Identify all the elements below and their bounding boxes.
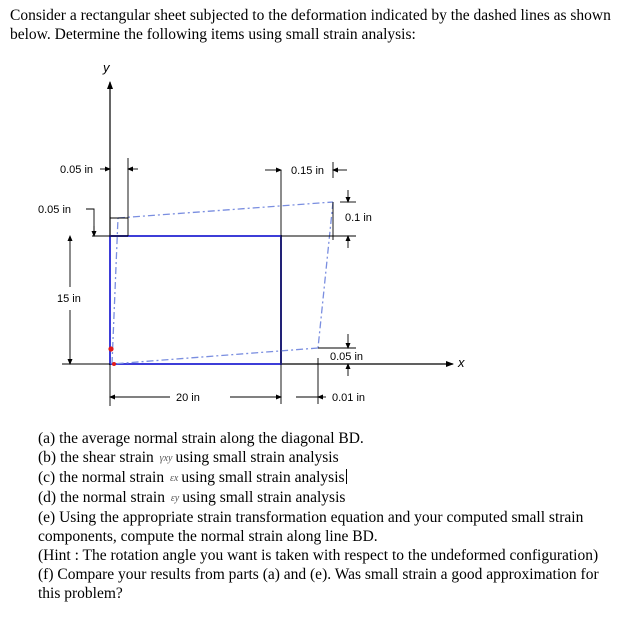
corner-point (108, 346, 113, 351)
figure-svg (0, 52, 625, 422)
question-d-tail: using small strain analysis (182, 489, 346, 506)
dim-top-left-horizontal: 0.05 in (60, 164, 94, 176)
dim-top-right-horizontal: 0.15 in (291, 165, 325, 177)
deformed-shape (112, 202, 333, 364)
question-a: (a) the average normal strain along the diagonal BD. (38, 430, 364, 447)
epsilon-x-symbol: εx (169, 473, 179, 484)
text-cursor (346, 469, 347, 484)
question-hint: (Hint : The rotation angle you want is taken with respect to the undeformed configuration) (38, 547, 599, 564)
x-axis-label: x (458, 355, 465, 370)
dim-bottom-right-horizontal: 0.01 in (332, 392, 366, 404)
gamma-xy-symbol: γxy (159, 453, 173, 464)
question-e: (e) Using the appropriate strain transformation equation and your computed small strain components, compute the normal strain along line BD. (38, 509, 584, 545)
question-b-text: (b) the shear strain (38, 449, 154, 466)
question-d-text: (d) the normal strain (38, 489, 165, 506)
dim-line-tl-v (86, 209, 94, 236)
question-c-tail: using small strain analysis (181, 469, 345, 486)
extension-lines (92, 158, 333, 406)
question-b (38, 448, 623, 468)
question-c (38, 468, 623, 488)
problem-intro: Consider a rectangular sheet subjected to the deformation indicated by the dashed lines as shown below. Determine the following items using small strain analysis: (10, 7, 611, 43)
question-d (38, 488, 623, 508)
y-axis-label: y (103, 60, 110, 75)
origin-point (112, 362, 116, 366)
undeformed-rectangle (110, 236, 281, 364)
question-c-text: (c) the normal strain (38, 469, 165, 486)
deformation-figure (0, 52, 625, 422)
dim-right-vertical-bottom: 0.05 in (330, 351, 364, 363)
dim-left-height: 15 in (57, 293, 81, 305)
dim-bottom-width: 20 in (176, 392, 200, 404)
epsilon-y-symbol: εy (170, 493, 180, 504)
question-b-tail: using small strain analysis (175, 449, 339, 466)
question-f: (f) Compare your results from parts (a) and (e). Was small strain a good approximation for this problem? (38, 566, 599, 602)
question-list (38, 429, 623, 603)
dim-top-left-vertical: 0.05 in (38, 204, 72, 216)
dim-right-vertical-top: 0.1 in (345, 212, 372, 224)
